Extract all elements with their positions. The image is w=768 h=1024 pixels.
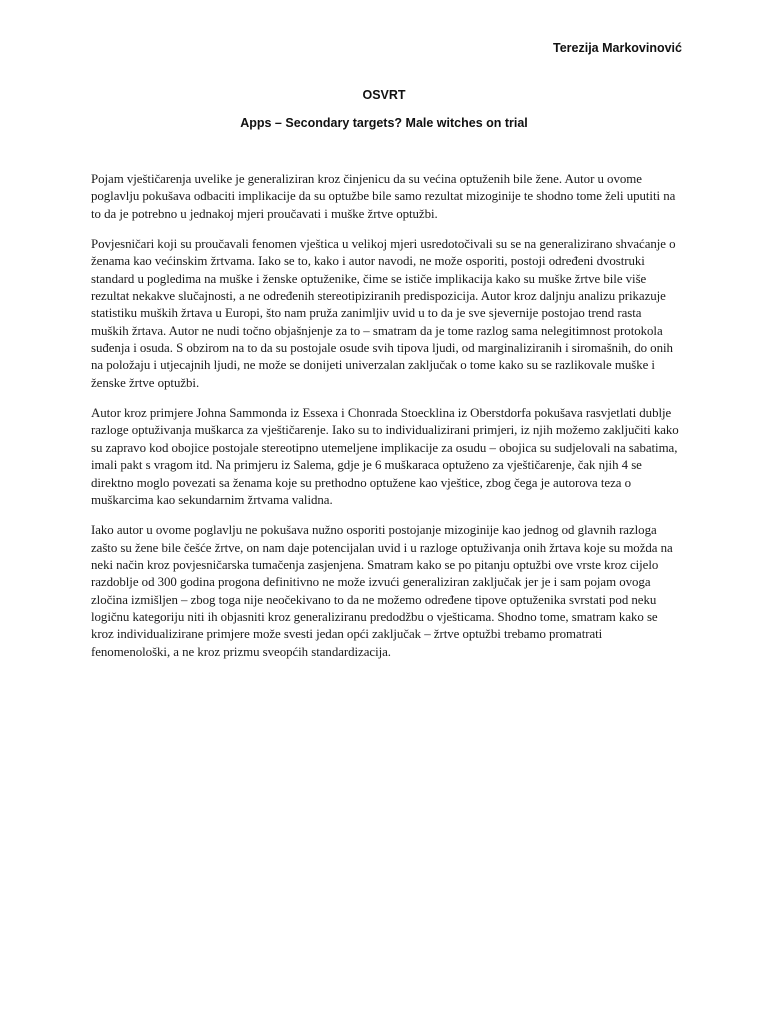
paragraph: Povjesničari koji su proučavali fenomen vještica u velikoj mjeri usredotočivali su se na generalizirano shvaćanje o ženama kao većinskim žrtvama. Iako se to, kako i autor navodi, ne može osporiti, postoji određeni dvostruki standard u pogledima na muške i ženske optuženike, čime se ističe implikacija kako su muške žrtve bile više rezultat nekakve slučajnosti, a ne određenih stereotipiziranih predispozicija. Autor kroz daljnju analizu prikazuje statistiku muških žrtava u Europi, što nam pruža zanimljiv uvid u to da je sve sjevernije postojao trend rasta muških žrtava. Autor ne nudi točno objašnjenje za to – smatram da je tome razlog sama nelegitimnost protokola suđenja i osuda. S obzirom na to da su postojale osude svih tipova ljudi, od marginaliziranih i siromašnih, do onih na položaju i utjecajnih ljudi, ne može se donijeti univerzalan zaključak o tome kako su se razlikovale muške i ženske žrtve optužbi. bbox=[91, 237, 676, 390]
paragraph: Iako autor u ovome poglavlju ne pokušava nužno osporiti postojanje mizoginije kao jednog od glavnih razloga zašto su žene bile češće žrtve, on nam daje potencijalan uvid i u razloge optuživanja onih žrtava koje su možda na neki način kroz povjesničarska tumačenja zasjenjena. Smatram kako se po pitanju optužbi ove vrste kroz cijelo razdoblje od 300 godina progona definitivno ne može izvući generaliziran zaključak jer je i sam pojam ovoga zločina izmišljen – zbog toga nije neočekivano to da ne možemo određene tipove optuženika svrstati pod neku logičnu kategoriju niti ih objasniti kroz generaliziranu predodžbu o vješticama. Shodno tome, smatram kako se kroz individualizirane primjere može svesti jedan opći zaključak – žrtve optužbi trebamo promatrati fenomenološki, a ne kroz prizmu sveopćih standardizacija. bbox=[91, 523, 673, 659]
document-kind-heading: OSVRT bbox=[362, 88, 406, 102]
document-body bbox=[91, 171, 679, 674]
paragraph: Autor kroz primjere Johna Sammonda iz Essexa i Chonrada Stoecklina iz Oberstdorfa pokušava rasvjetlati dublje razloge optuživanja muškarca za vještičarenje. Iako su to individualizirani primjeri, iz njih možemo zaključiti kako su zapravo kod obojice postojale stereotipno utemeljene implikacije za osudu – obojica su sudjelovali na sabatima, imali pakt s vragom itd. Na primjeru iz Salema, gdje je 6 muškaraca optuženo za vještičarenje, čak njih 4 se direktno moglo povezati sa ženama koje su prethodno optužene kao vještice, zbog čega je autorova teza o muškarcima kao sekundarnim žrtvama validna. bbox=[91, 406, 679, 507]
paragraph: Pojam vještičarenja uvelike je generaliziran kroz činjenicu da su većina optuženih bile žene. Autor u ovome poglavlju pokušava odbaciti implikacije da su optužbe bile samo rezultat mizoginije te shodno tome želi uputiti na to da je potrebno u jednakoj mjeri proučavati i muške žrtve optužbi. bbox=[91, 172, 676, 221]
author-name: Terezija Markovinović bbox=[553, 41, 682, 55]
document-title: Apps – Secondary targets? Male witches on trial bbox=[240, 116, 528, 130]
